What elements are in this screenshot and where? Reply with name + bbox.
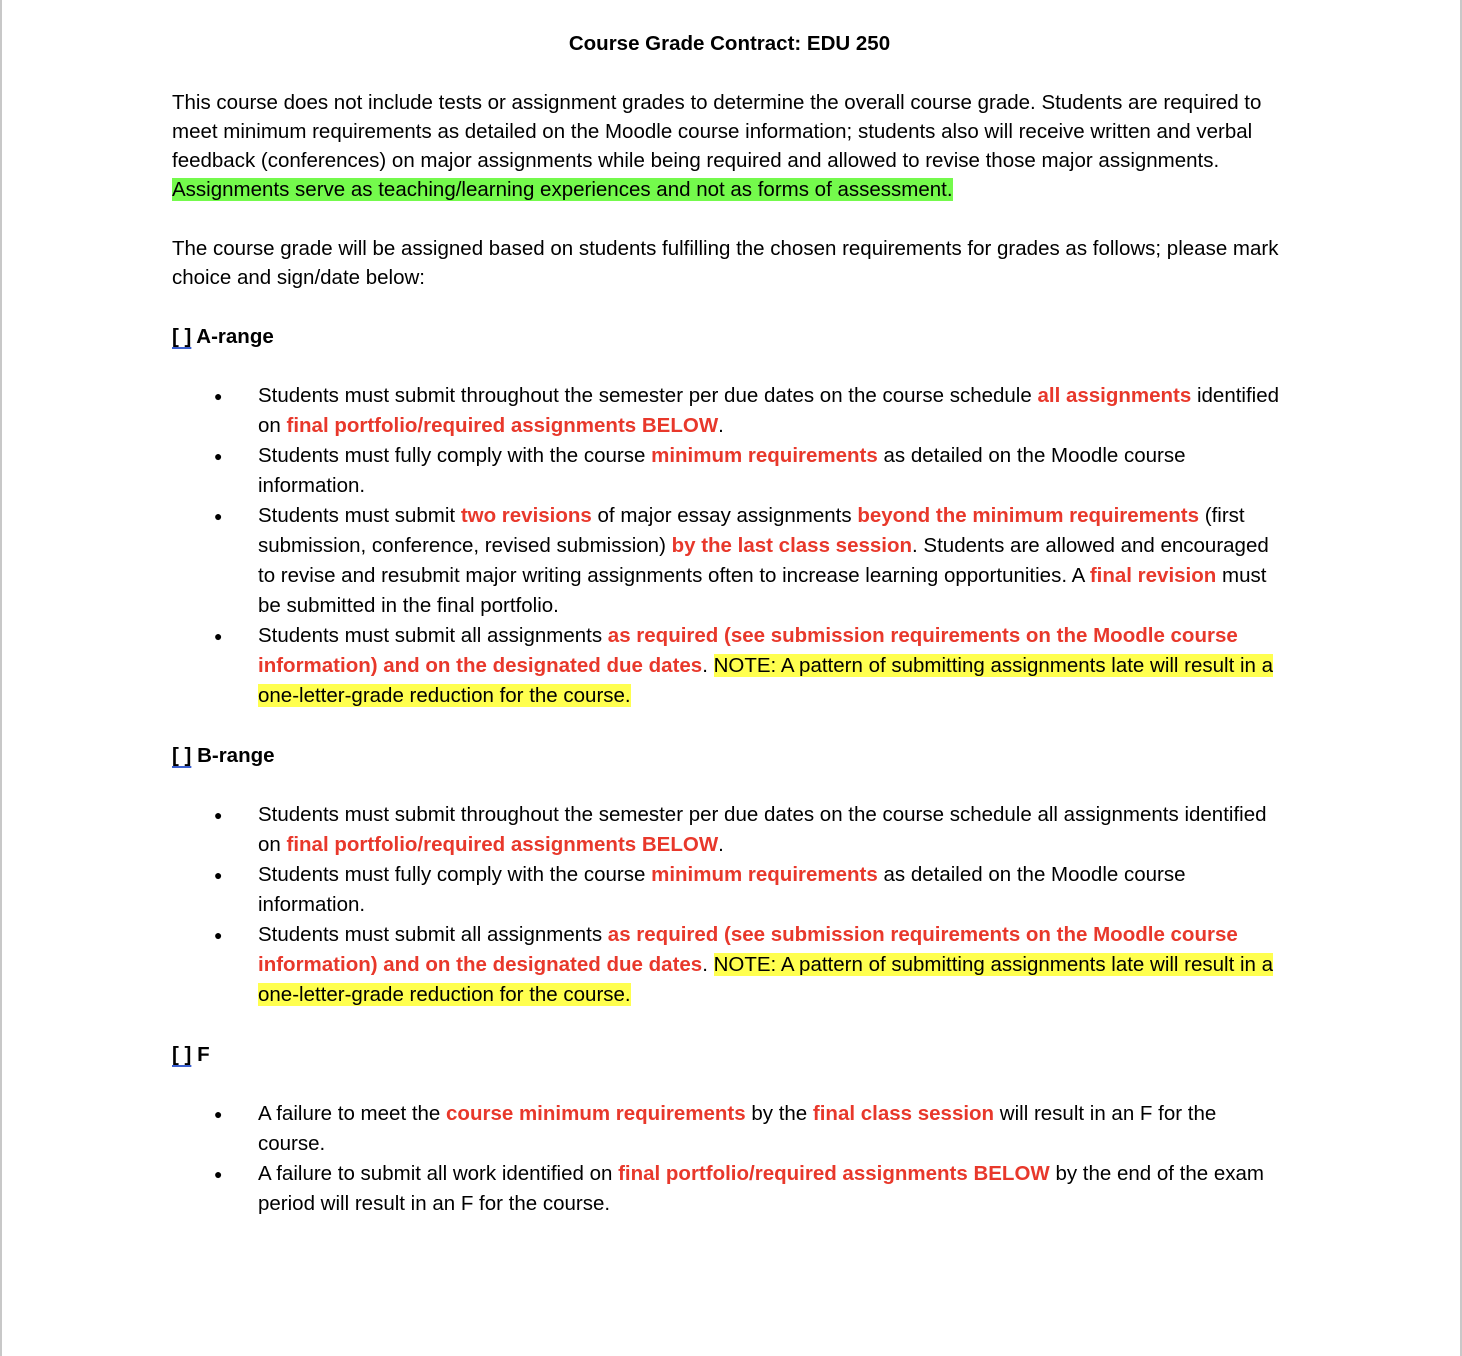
body-text: .: [702, 654, 714, 677]
highlighted-note: NOTE: A pattern of submitting assignments late will result in a one-letter-grade reduction for the course.: [258, 953, 1274, 1006]
emphasis-text: two revisions: [460, 504, 592, 527]
checkbox-placeholder[interactable]: [ ]: [172, 744, 192, 767]
emphasis-text: minimum requirements: [651, 444, 878, 467]
grade-option-label: A-range: [196, 325, 274, 348]
requirement-item: [172, 800, 1287, 860]
body-text: . Students are allowed and encouraged to revise and resubmit major writing assignments often to increase learning opportunities. A: [258, 534, 1269, 587]
requirements-list: [172, 381, 1287, 711]
body-text: Students must submit throughout the semester per due dates on the course schedule: [258, 384, 1038, 407]
emphasis-text: final portfolio/required assignments BELOW: [286, 414, 719, 437]
body-text: .: [718, 833, 724, 856]
document-title: Course Grade Contract: EDU 250: [568, 32, 891, 55]
body-text: Students must submit all assignments: [258, 923, 608, 946]
emphasis-text: as required (see submission requirements on the Moodle course information) and on the designated due dates: [258, 923, 1238, 976]
highlighted-note: NOTE: A pattern of submitting assignments late will result in a one-letter-grade reduction for the course.: [258, 654, 1274, 707]
body-text: (first submission, conference, revised submission): [258, 504, 1245, 557]
intro-text: This course does not include tests or assignment grades to determine the overall course grade. Students are required to meet minimum requirements as detailed on the Moodle course information; students also will receive written and verbal feedback (conferences) on major assignments while being required and allowed to revise those major assignments.: [172, 91, 1262, 172]
intro-highlighted-text: Assignments serve as teaching/learning experiences and not as forms of assessment.: [172, 178, 953, 201]
grade-option-label: F: [197, 1043, 210, 1066]
body-text: identified on: [258, 384, 1280, 437]
grade-sections: [172, 292, 1287, 1219]
page-edge-left: [0, 0, 2, 1356]
grade-option-a-range: [172, 322, 1287, 351]
body-text: Students must submit: [258, 504, 461, 527]
grade-option-b-range: [172, 741, 1287, 770]
emphasis-text: beyond the minimum requirements: [857, 504, 1200, 527]
emphasis-text: final portfolio/required assignments BELOW: [286, 833, 719, 856]
body-text: Students must submit throughout the semester per due dates on the course schedule all assignments identified on: [258, 803, 1267, 856]
emphasis-text: course minimum requirements: [446, 1102, 746, 1125]
requirements-list: [172, 1099, 1287, 1219]
body-text: .: [702, 953, 714, 976]
checkbox-placeholder[interactable]: [ ]: [172, 325, 192, 348]
body-text: A failure to submit all work identified on: [258, 1162, 619, 1185]
body-text: will result in an F for the course.: [258, 1102, 1217, 1155]
body-text: .: [718, 414, 724, 437]
requirement-item: [172, 501, 1287, 621]
requirement-item: [172, 920, 1287, 1010]
emphasis-text: by the last class session: [671, 534, 913, 557]
requirement-item: [172, 1099, 1287, 1159]
body-text: Students must submit all assignments: [258, 624, 608, 647]
body-text: by the end of the exam period will result in an F for the course.: [258, 1162, 1264, 1215]
intro-paragraph: [172, 88, 1287, 204]
body-text: must be submitted in the final portfolio.: [258, 564, 1267, 617]
requirements-list: [172, 800, 1287, 1010]
body-text: by the: [745, 1102, 813, 1125]
body-text: as detailed on the Moodle course information.: [258, 444, 1186, 497]
requirement-item: [172, 1159, 1287, 1219]
requirement-item: [172, 621, 1287, 711]
emphasis-text: final portfolio/required assignments BELOW: [618, 1162, 1050, 1185]
requirement-item: [172, 441, 1287, 501]
emphasis-text: final class session: [812, 1102, 995, 1125]
grade-option-f: [172, 1040, 1287, 1069]
emphasis-text: all assignments: [1037, 384, 1192, 407]
body-text: of major essay assignments: [591, 504, 858, 527]
checkbox-placeholder[interactable]: [ ]: [172, 1043, 192, 1066]
body-text: as detailed on the Moodle course information.: [258, 863, 1186, 916]
requirement-item: [172, 860, 1287, 920]
emphasis-text: minimum requirements: [651, 863, 878, 886]
emphasis-text: as required (see submission requirements on the Moodle course information) and on the designated due dates: [258, 624, 1238, 677]
requirement-item: [172, 381, 1287, 441]
body-text: Students must fully comply with the course: [258, 444, 652, 467]
body-text: A failure to meet the: [258, 1102, 447, 1125]
instructions-paragraph: The course grade will be assigned based on students fulfilling the chosen requirements for grades as follows; please mark choice and sign/date below:: [172, 237, 1279, 289]
document-page: [172, 30, 1287, 1219]
grade-option-label: B-range: [197, 744, 275, 767]
body-text: Students must fully comply with the course: [258, 863, 652, 886]
emphasis-text: final revision: [1089, 564, 1217, 587]
